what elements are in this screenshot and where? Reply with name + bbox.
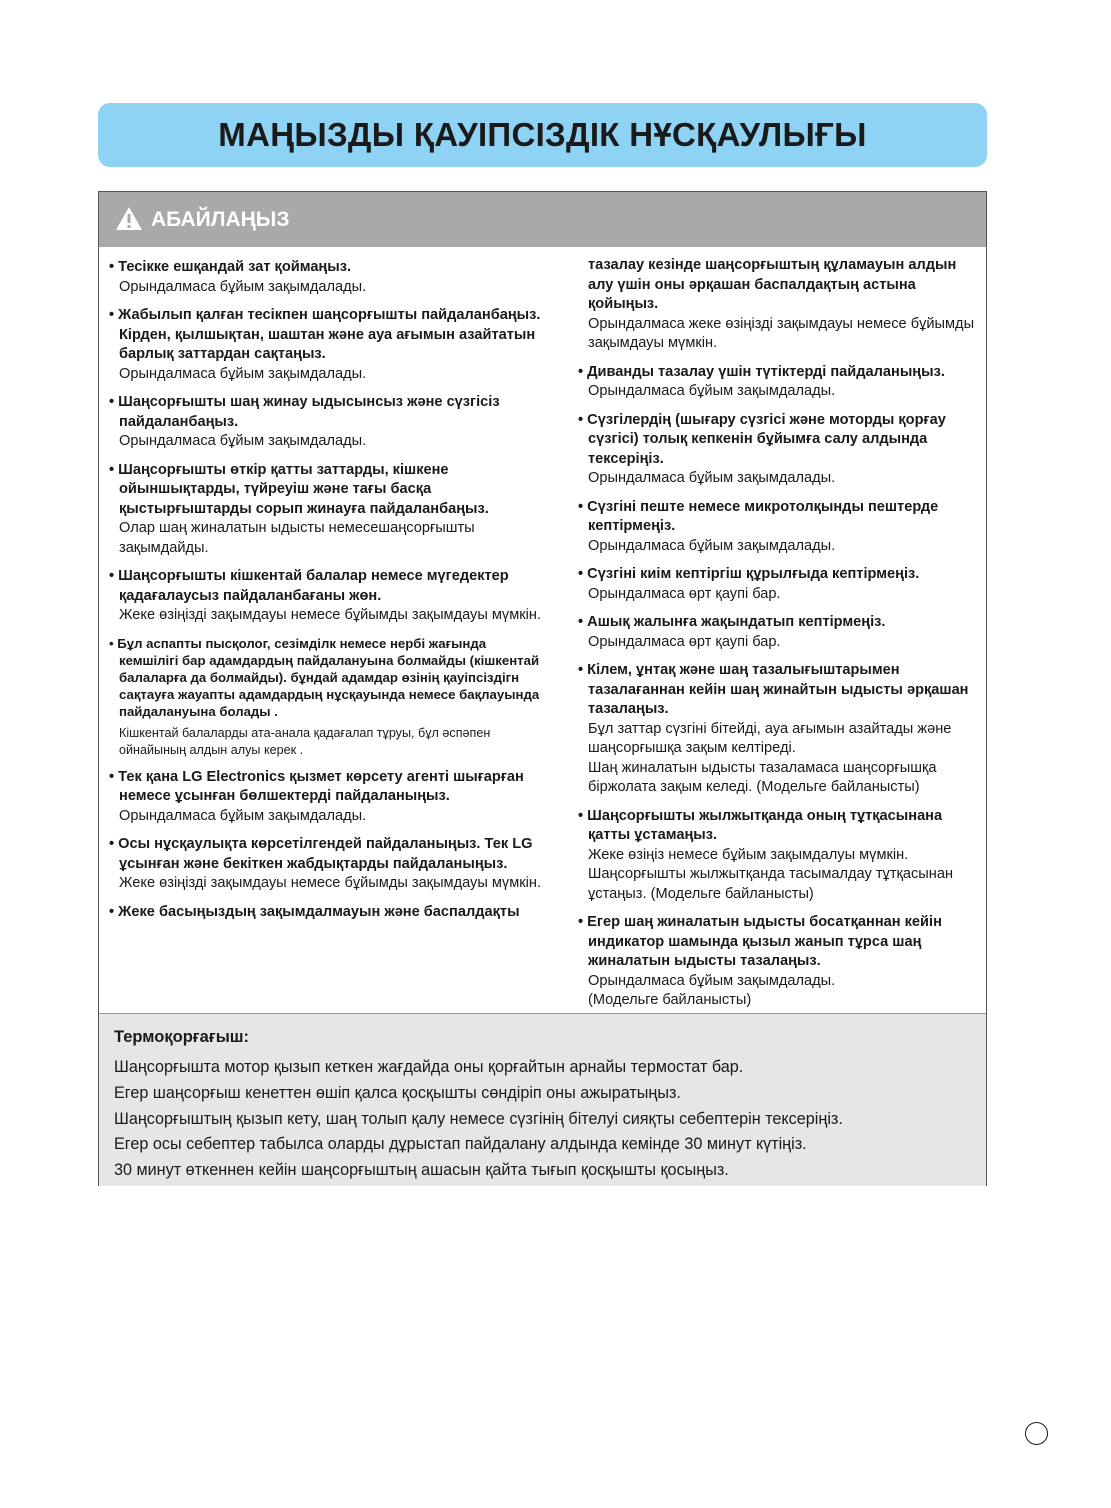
item-note: Орындалмаса бұйым зақымдалады. [588,383,836,399]
list-item [109,768,549,827]
item-note: Орындалмаса өрт қаупі бар. [588,585,781,602]
item-heading: • Диванды тазалау үшін түтіктерді пайдаланыңыз. [578,363,945,380]
item-note: Кішкентай балаларды ата-анала қадағалап тұруы, бұл әспәпен ойнайының алдын алуы керек . [119,725,491,757]
left-column [109,258,549,931]
page-number-circle [1025,1422,1048,1445]
item-heading: тазалау кезінде шаңсорғыштың құламауын алдын алу үшін оны әрқашан баспалдақтың астына қойыңыз. [588,257,957,312]
item-heading: • Тек қана LG Electronics қызмет көрсету агенті шығарған немесе ұсынған бөлшектерді пайдаланыңыз. [109,768,524,804]
item-note: Олар шаң жиналатын ыдысты немесешаңсорғышты зақымдайды. [119,520,475,556]
item-note: Орындалмаса бұйым зақымдалады. [588,537,836,554]
item-heading: • Жеке басыңыздың зақымдалмауын және баспалдақты [109,903,520,920]
warning-box [98,191,987,1186]
item-heading: • Шаңсорғышты өткір қатты заттарды, кішкене ойыншықтарды, түйреуіш және тағы басқа қыстырғыштарды сорып жинауға пайдаланбаңыз. [109,461,489,517]
item-note: Бұл заттар сүзгіні бітейді, ауа ағымын азайтады және шаңсорғышқа зақым келтіреді. Шаң жиналатын ыдысты тазаламаса шаңсорғышқа біржолата зақым келеді. (Модельге байланысты) [588,720,952,795]
item-note: Жеке өзіңізді зақымдауы немесе бұйымды зақымдауы мүмкін. [119,607,541,623]
item-note: Орындалмаса бұйым зақымдалады. [588,470,836,486]
list-item [578,411,984,489]
page-title: МАҢЫЗДЫ ҚАУІПСІЗДІК НҰСҚАУЛЫҒЫ [218,116,867,153]
item-heading: • Шаңсорғышты шаң жинау ыдысынсыз және сүзгісіз пайдаланбаңыз. [109,394,500,430]
item-heading: • Кілем, ұнтақ және шаң тазалығыштарымен тазалағаннан кейін шаң жинайтын ыдысты әрқашан тазалаңыз. [578,662,969,717]
list-item [109,306,549,384]
list-item [109,461,549,559]
list-item [109,393,549,452]
list-item [578,498,984,557]
item-heading: • Шаңсорғышты кішкентай балалар немесе мүгедектер қадағалаусыз пайдаланбағаны жөн. [109,568,509,604]
list-item [109,903,549,923]
item-note: Жеке өзіңізді зақымдауы немесе бұйымды зақымдауы мүмкін. [119,875,541,891]
thermo-line: Шаңсорғышта мотор қызып кеткен жағдайда оны қорғайтын арнайы термостат бар. [114,1058,744,1076]
item-heading: • Тесікке ешқандай зат қоймаңыз. [109,259,352,275]
thermo-line: Шаңсорғыштың қызып кету, шаң толып қалу немесе сүзгінің бітелуі сияқты себептерін тексеріңіз. [114,1109,843,1128]
right-column [578,256,984,1020]
item-heading: • Сүзгіні пеште немесе микротолқынды пештерде кептірмеңіз. [578,498,939,534]
list-item [578,256,984,354]
list-item [578,661,984,798]
item-heading: • Шаңсорғышты жылжытқанда оның тұтқасынана қатты ұстамаңыз. [578,807,943,843]
thermo-line: Егер осы себептер табылса оларды дұрыстап пайдалану алдында кемінде 30 минут күтіңіз. [114,1135,807,1154]
list-item [578,807,984,905]
item-heading: • Бұл аспапты пысқолог, сезімділк немесе нербі жағында кемшілігі бар адамдардың пайдалануына болмайды (кішкентай балаларға да болмайды). бұндай адамдар өзінің қауіпсіздігн сақтауға жауапты адамдардың нұсқауында немесе бақлауында пайдалануына болады . [109,635,540,719]
thermo-line: Егер шаңсорғыш кенеттен өшіп қалса қосқышты сөндіріп оны ажыратыңыз. [114,1083,681,1102]
item-note: Орындалмаса бұйым зақымдалады. [119,433,367,449]
list-item [578,363,984,402]
item-heading: • Сүзгілердің (шығару сүзгісі және моторды қорғау сүзгісі) толық кепкенін бұйымға салу алдында тексеріңіз. [578,411,946,467]
list-item [578,613,984,652]
item-heading: • Ашық жалынға жақындатып кептірмеңіз. [578,614,886,630]
list-item [109,258,549,297]
item-heading: • Егер шаң жиналатын ыдысты босатқаннан кейін индикатор шамында қызыл жанып тұрса шаң жиналатын ыдысты тазалаңыз. [578,914,942,969]
warning-label: АБАЙЛАҢЫЗ [151,207,290,231]
item-note: Орындалмаса бұйым зақымдалады. [119,365,367,382]
item-heading: • Сүзгіні киім кептіргіш құрылғыда кептірмеңіз. [578,566,920,582]
item-note: Орындалмаса бұйым зақымдалады. [119,278,367,295]
item-heading: • Осы нұсқаулықта көрсетілгендей пайдаланыңыз. Тек LG ұсынған және бекіткен жабдықтарды пайдаланыңыз. [109,836,533,872]
item-heading: • Жабылып қалған тесікпен шаңсорғышты пайдаланбаңыз. Кірден, қылшықтан, шаштан және ауа ағымын азайтатын барлық заттардан сақтаңыз. [109,307,541,362]
list-item [578,565,984,604]
warning-triangle-icon [115,206,143,231]
list-item [109,835,549,894]
thermo-line: 30 минут өткеннен кейін шаңсорғыштың ашасын қайта тығып қосқышты қосыңыз. [114,1161,729,1180]
item-note: Орындалмаса бұйым зақымдалады. [119,807,367,824]
list-item [578,913,984,1011]
list-item [109,567,549,626]
item-note: Орындалмаса бұйым зақымдалады. (Модельге байланысты) [588,972,836,1008]
list-item [109,635,549,759]
item-note: Орындалмаса өрт қаупі бар. [588,633,781,650]
thermo-title: Термоқорғағыш: [114,1028,250,1046]
thermo-protector-section [99,1013,986,1186]
warning-header [99,192,986,247]
item-note: Жеке өзіңіз немесе бұйым зақымдалуы мүмкін. Шаңсорғышты жылжытқанда тасымалдау тұтқасынан ұстаңыз. (Модельге байланысты) [588,846,954,902]
item-note: Орындалмаса жеке өзіңізді зақымдауы немесе бұйымды зақымдауы мүмкін. [588,315,975,351]
title-banner [98,103,987,167]
